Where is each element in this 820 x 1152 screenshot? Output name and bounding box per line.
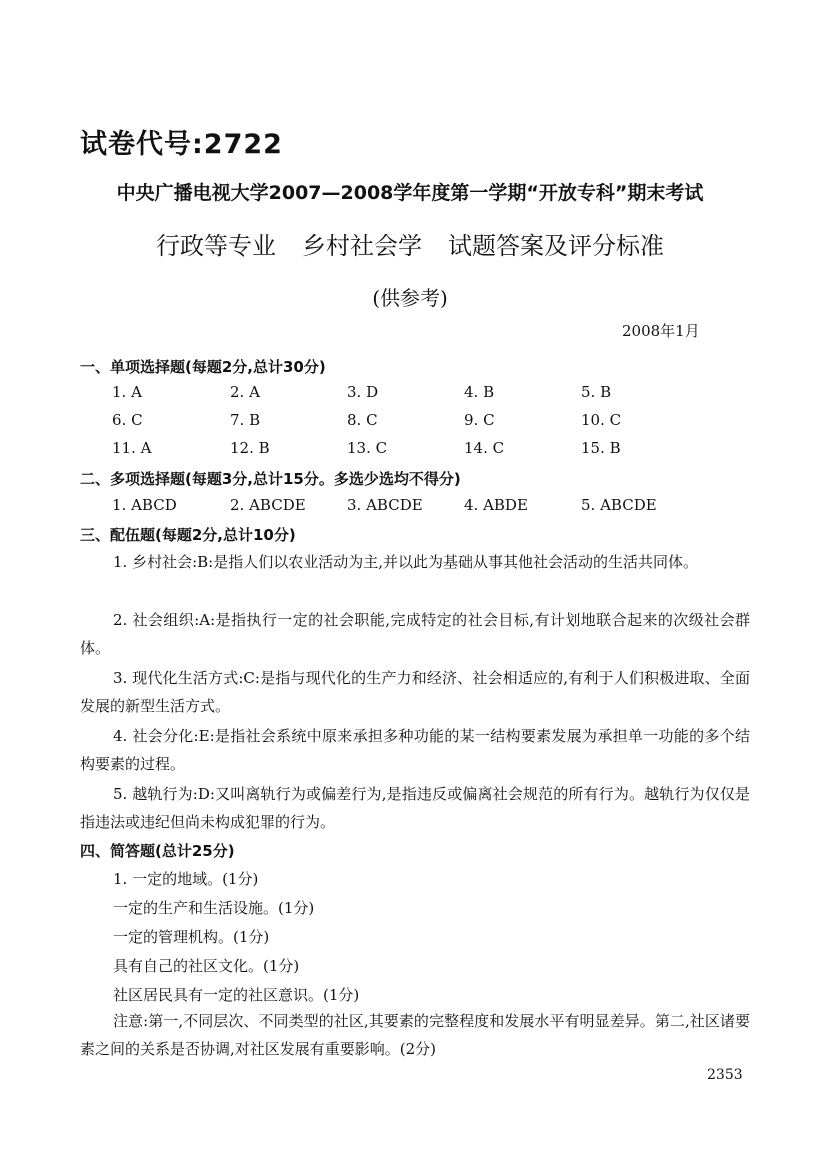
answer-row <box>112 411 752 435</box>
short-answer-line: 一定的生产和生活设施。(1分) <box>113 899 315 917</box>
answer-cell: 3. ABCDE <box>347 496 423 514</box>
answer-cell: 15. B <box>581 439 621 457</box>
short-answer-line: 一定的管理机构。(1分) <box>113 928 270 946</box>
short-answer-line: 1. 一定的地域。(1分) <box>113 870 259 888</box>
short-answer-line: 具有自己的社区文化。(1分) <box>113 957 300 975</box>
page-number: 2353 <box>707 1067 743 1083</box>
subject-title <box>0 226 820 261</box>
answer-cell: 4. ABDE <box>464 496 528 514</box>
subject-major: 行政等专业 <box>156 232 276 260</box>
section-heading-short-answer: 四、简答题(总计25分) <box>80 842 235 860</box>
answer-cell: 10. C <box>581 411 622 429</box>
answer-cell: 13. C <box>347 439 388 457</box>
answer-cell: 7. B <box>230 411 261 429</box>
answer-cell: 9. C <box>464 411 495 429</box>
short-answer-line: 社区居民具有一定的社区意识。(1分) <box>113 986 360 1004</box>
matching-item: 5. 越轨行为:D:又叫离轨行为或偏差行为,是指违反或偏离社会规范的所有行为。越轨行为仅仅是指违法或违纪但尚未构成犯罪的行为。 <box>80 785 750 831</box>
answer-cell: 6. C <box>112 411 143 429</box>
subject-course: 乡村社会学 <box>302 232 422 260</box>
section-heading-multiple-choice: 二、多项选择题(每题3分,总计15分。多选少选均不得分) <box>80 470 461 488</box>
matching-item: 3. 现代化生活方式:C:是指与现代化的生产力和经济、社会相适应的,有利于人们积极进取、全面发展的新型生活方式。 <box>80 669 750 715</box>
answer-row <box>112 383 752 407</box>
answer-cell: 1. ABCD <box>112 496 177 514</box>
answer-cell: 5. ABCDE <box>581 496 657 514</box>
short-answer-note: 注意:第一,不同层次、不同类型的社区,其要素的完整程度和发展水平有明显差异。第二,社区诸要素之间的关系是否协调,对社区发展有重要影响。(2分) <box>80 1012 750 1058</box>
exam-date: 2008年1月 <box>622 322 700 340</box>
answer-cell: 8. C <box>347 411 378 429</box>
university-title: 中央广播电视大学2007—2008学年度第一学期“开放专科”期末考试 <box>116 182 704 204</box>
answer-cell: 12. B <box>230 439 270 457</box>
answer-cell: 11. A <box>112 439 152 457</box>
subject-doc: 试题答案及评分标准 <box>448 232 664 260</box>
exam-code: 试卷代号:2722 <box>80 129 283 160</box>
answer-cell: 2. ABCDE <box>230 496 306 514</box>
section-heading-matching: 三、配伍题(每题2分,总计10分) <box>80 526 296 544</box>
reference-note: (供参考) <box>372 286 448 310</box>
answer-cell: 1. A <box>112 383 142 401</box>
section-heading-single-choice: 一、单项选择题(每题2分,总计30分) <box>80 358 326 376</box>
answer-row <box>112 496 752 520</box>
matching-item: 4. 社会分化:E:是指社会系统中原来承担多种功能的某一结构要素发展为承担单一功能的多个结构要素的过程。 <box>80 727 750 773</box>
answer-cell: 4. B <box>464 383 495 401</box>
answer-cell: 5. B <box>581 383 612 401</box>
matching-item: 2. 社会组织:A:是指执行一定的社会职能,完成特定的社会目标,有计划地联合起来的次级社会群体。 <box>80 611 750 657</box>
answer-cell: 3. D <box>347 383 379 401</box>
answer-row <box>112 439 752 463</box>
answer-cell: 2. A <box>230 383 260 401</box>
answer-cell: 14. C <box>464 439 505 457</box>
matching-item: 1. 乡村社会:B:是指人们以农业活动为主,并以此为基础从事其他社会活动的生活共同体。 <box>113 553 698 571</box>
